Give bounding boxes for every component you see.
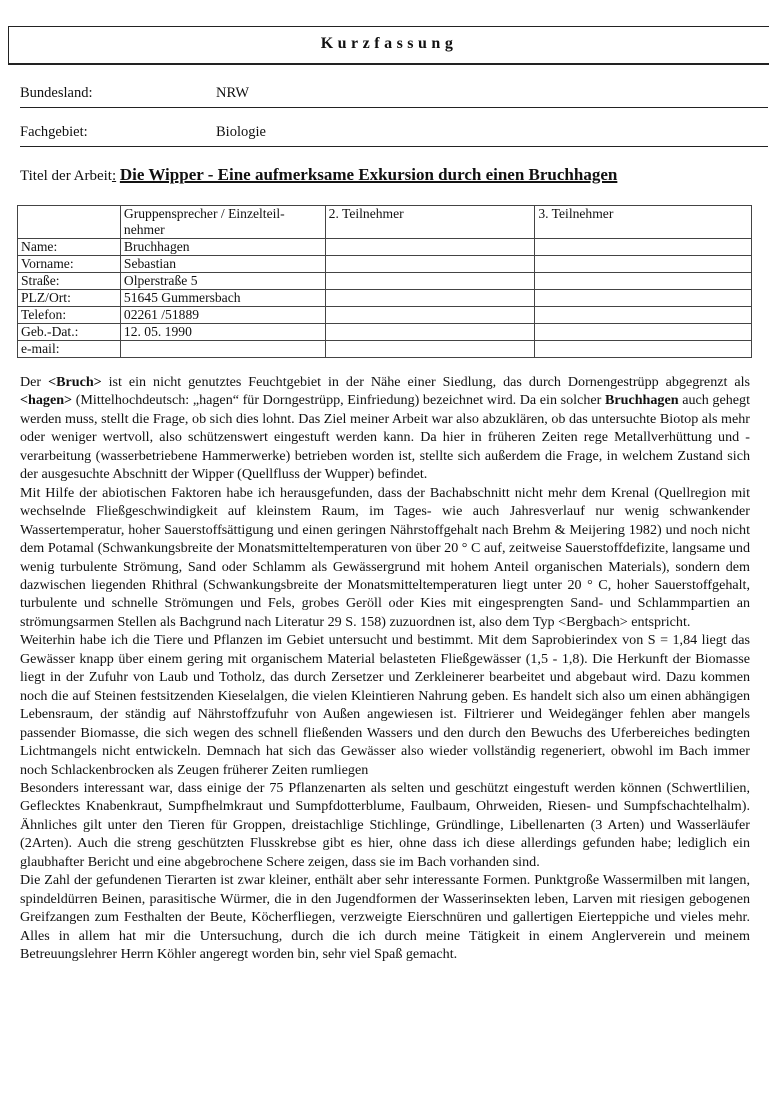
cell xyxy=(535,290,752,307)
table-header xyxy=(18,206,121,239)
work-title: Die Wipper - Eine aufmerksame Exkursion durch einen Bruchhagen xyxy=(119,165,618,184)
text: ist ein nicht genutztes Feuchtgebiet in der Nähe einer Siedlung, das durch Dornengestrüpp abgegrenzt als xyxy=(101,374,750,390)
cell xyxy=(535,273,752,290)
term-hagen: <hagen> xyxy=(20,392,73,409)
row-label: e-mail: xyxy=(18,341,121,358)
cell: 02261 /51889 xyxy=(120,307,325,324)
table-header: 3. Teilnehmer xyxy=(535,206,752,239)
cell xyxy=(535,239,752,256)
cell xyxy=(325,307,535,324)
bundesland-value: NRW xyxy=(216,85,250,101)
table-header: Gruppensprecher / Einzelteil-nehmer xyxy=(120,206,325,239)
paragraph: Besonders interessant war, dass einige der 75 Pflanzenarten als selten und geschützt eingestuft werden können (Schwertlilien, Geflecktes Knabenkraut, Sumpfhelmkraut und Sumpfdotterblume, Faulbaum, Ohrweiden, Riesen- und Sumpfschachtelhalm). Ähnliches gilt unter den Tieren für Groppen, dreistachlige Stichlinge, Gründlinge, Libellenarten (3 Arten) und Wasserläufer (2Arten). Auch die streng geschützten Flusskrebse gibt es hier, ohne dass ich diese allerdings gefunden habe; lediglich ein glaubhafter Bericht und eine abgebrochene Schere zeigen, dass sie im Bach vorhanden sind. xyxy=(20,779,750,870)
text: Der xyxy=(20,374,49,390)
fachgebiet-value: Biologie xyxy=(216,124,266,140)
table-row xyxy=(18,290,752,307)
cell: 51645 Gummersbach xyxy=(120,290,325,307)
cell: Bruchhagen xyxy=(120,239,325,256)
cell: 12. 05. 1990 xyxy=(120,324,325,341)
cell xyxy=(325,324,535,341)
bundesland-label: Bundesland: xyxy=(20,85,93,101)
row-label: Telefon: xyxy=(18,307,121,324)
row-label: Geb.-Dat.: xyxy=(18,324,121,341)
table-row xyxy=(18,239,752,256)
paragraph: Die Zahl der gefundenen Tierarten ist zwar kleiner, enthält aber sehr interessante Formen. Punktgroße Wassermilben mit langen, spindeldürren Beinen, parasitische Würmer, die in den Jugendformen der Wasserinsekten leben, Larven mit riesigen gebogenen Greifzangen zum Festhalten der Beute, Köcherfliegen, verzweigte Eierschnüren und gallertigen Eierteppiche und vieles mehr. Alles in allem hat mir die Untersuchung, durch die ich durch meine Tätigkeit in einem Anglerverein und meinem Betreuungslehrer Herrn Köhler angeregt worden bin, sehr viel Spaß gemacht. xyxy=(20,872,750,963)
fachgebiet-field xyxy=(20,122,768,147)
cell xyxy=(120,341,325,358)
text: (Mittelhochdeutsch: „hagen“ für Dorngestrüpp, Einfriedung) bezeichnet wird. Da ein solcher xyxy=(72,392,605,409)
work-title-line xyxy=(20,165,617,185)
row-label: Name: xyxy=(18,239,121,256)
cell xyxy=(325,239,535,256)
cell: Sebastian xyxy=(120,256,325,273)
paragraph: Mit Hilfe der abiotischen Faktoren habe ich herausgefunden, dass der Bachabschnitt nicht mehr dem Krenal (Quellregion mit wechselnde Fließgeschwindigkeit auf kleinstem Raum, im Tages- wie auch Jahresverlauf nur wenig schwankender Wassertemperatur, hoher Sauerstoffsättigung und einen geringen Nährstoffgehalt nach Brehm & Meijering 1982) und noch nicht dem Potamal (Schwankungsbreite der Monatsmitteltemperaturen von über 20 ° C auf, zeitweise Sauerstoffdefizite, langsame und wenig turbulente Strömung, Sand oder Schlamm als Gewässergrund mit hohem Anteil organischen Materials), sondern dem dazwischen liegenden Rhithral (Schwankungsbreite der Monatsmitteltemperaturen liegt unter 20 ° C, hoher Sauerstoffgehalt, turbulente und schnelle Strömungen und Fels, grobes Geröll oder Kies mit eingesprengten Sand- und Schlammpartien an strömungsarmen Stellen als Bachgrund nach Literatur 29 S. 158) zuzuordnen ist, also dem Typ <Bergbach> entspricht. xyxy=(20,484,750,630)
paragraph: Weiterhin habe ich die Tiere und Pflanzen im Gebiet untersucht und bestimmt. Mit dem Saprobierindex von S = 1,84 liegt das Gewässer knapp über einem gering mit organischem Material belasteten Fließgewässer (1,5 - 1,8). Die Herkunft der Biomasse liegt in der Zufuhr von Laub und Totholz, das durch Zersetzer und Zerkleinerer bearbeitet und abgebaut wird. Dazu kommen noch die auf Steinen festsitzenden Kieselalgen, die vielen Kleintieren Nahrung geben. Es handelt sich also um einen abhängigen Lebensraum, der ständig auf Nährstoffzufuhr von Außen angewiesen ist. Filtrierer und Weidegänger fehlen aber mangels passender Biomasse, die sich wegen des schnell fließenden Wassers und den durch den Bewuchs des Uferbereiches bedingten Lichtmangels nicht entwickeln. Demnach hat sich das Gewässer also wieder vollständig regeneriert, obwohl im Bach immer noch Schlackenbrocken als Zeugen früherer Zeiten rumliegen xyxy=(20,632,750,778)
row-label: Vorname: xyxy=(18,256,121,273)
page-title: Kurzfassung xyxy=(320,35,458,52)
table-row xyxy=(18,324,752,341)
cell: Olperstraße 5 xyxy=(120,273,325,290)
table-row xyxy=(18,273,752,290)
cell xyxy=(535,256,752,273)
cell xyxy=(535,307,752,324)
term-bruchhagen: Bruchhagen xyxy=(604,392,679,409)
cell xyxy=(325,256,535,273)
header-box xyxy=(8,26,769,65)
cell xyxy=(325,290,535,307)
abstract-body xyxy=(20,373,750,964)
participants-table xyxy=(17,205,752,358)
cell xyxy=(325,341,535,358)
table-row xyxy=(18,307,752,324)
text: auch gehegt werden muss, stellt die Frage, ob sich dies lohnt. Das Ziel meiner Arbeit war also abzuklären, ob das untersuchte Biotop als mehr oder weniger wertvoll, also schützenswert eingestuft werden kann. Da hier in früheren Zeiten rege Metallverhüttung und -verarbeitung (wasserbetriebene Hammerwerke) betrieben worden ist, stellte sich außerdem die Frage, in welchem Zustand sich der ausgesuchte Abschnitt der Wipper (Quellfluss der Wupper) befindet. xyxy=(20,392,750,483)
table-row xyxy=(18,341,752,358)
row-label: Straße: xyxy=(18,273,121,290)
work-title-label: Titel der Arbeit xyxy=(20,168,112,184)
table-header-row xyxy=(18,206,752,239)
term-bruch: <Bruch> xyxy=(48,374,102,390)
table-header: 2. Teilnehmer xyxy=(325,206,535,239)
bundesland-field xyxy=(20,83,768,108)
row-label: PLZ/Ort: xyxy=(18,290,121,307)
fachgebiet-label: Fachgebiet: xyxy=(20,124,88,140)
cell xyxy=(535,341,752,358)
table-row xyxy=(18,256,752,273)
cell xyxy=(535,324,752,341)
cell xyxy=(325,273,535,290)
paragraph xyxy=(20,373,750,484)
work-title-separator: : xyxy=(111,168,117,184)
